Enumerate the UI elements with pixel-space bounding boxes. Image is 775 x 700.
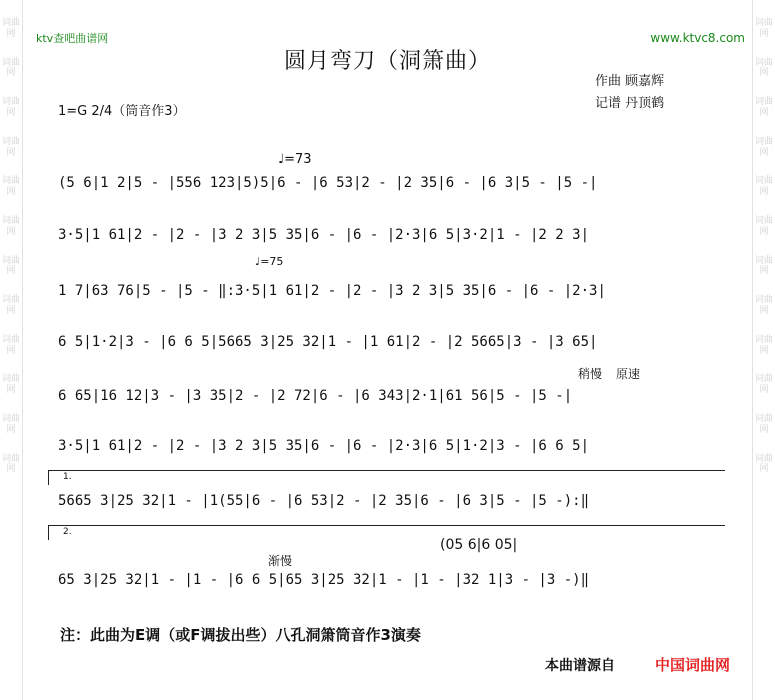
score-row-1: (5 6|1 2|5 - |556 123|5)5|6 - |6 53|2 - |2 35|6 - |6 3|5 - |5 -| (58, 175, 598, 191)
side-watermark-text: 词曲网 (754, 374, 773, 396)
side-watermark-text: 词曲网 (754, 255, 773, 277)
score-row-3: 1 7|63 76|5 - |5 - ‖:3·5|1 61|2 - |2 - |3 2 3|5 35|6 - |6 - |2·3| (58, 283, 606, 299)
side-watermark-text: 词曲网 (754, 97, 773, 118)
source-brand: 中国词曲网 (655, 656, 731, 674)
right-watermark-column (752, 0, 775, 700)
key-signature: 1=G 2/4（筒音作3） (58, 104, 186, 119)
composer-credit: 作曲 顾嘉辉 (595, 74, 665, 89)
side-watermark-text: 词曲网 (1, 255, 20, 277)
volta-label: 1. (63, 472, 72, 482)
side-watermark-text: 词曲网 (1, 176, 20, 198)
side-watermark-text: 词曲网 (754, 413, 773, 435)
first-ending-bracket (48, 470, 725, 485)
side-watermark-text: 词曲网 (754, 176, 773, 198)
side-watermark-text: 词曲网 (1, 334, 20, 356)
site-watermark-left: ktv查吧曲谱网 (36, 32, 109, 45)
left-watermark-column (0, 0, 23, 700)
tempo-marking: ♩=73 (278, 152, 312, 167)
score-title: 圆月弯刀（洞箫曲） (283, 49, 491, 74)
side-watermark-text: 词曲网 (1, 215, 20, 237)
transcriber-credit: 记谱 丹顶鹤 (595, 96, 665, 111)
lead-in-phrase: (05 6|6 05| (440, 537, 518, 553)
side-watermark-text: 词曲网 (754, 57, 773, 79)
expression-marking: 渐慢 (268, 554, 293, 568)
side-watermark-text: 词曲网 (754, 215, 773, 237)
score-row-7: 5665 3|25 32|1 - |1(55|6 - |6 53|2 - |2 35|6 - |6 3|5 - |5 -):‖ (58, 493, 590, 509)
source-label: 本曲谱源自 (545, 658, 615, 674)
score-row-4: 6 5|1·2|3 - |6 6 5|5665 3|25 32|1 - |1 61|2 - |2 5665|3 - |3 65| (58, 334, 598, 350)
side-watermark-text: 词曲网 (754, 334, 773, 356)
side-watermark-text: 词曲网 (754, 18, 773, 39)
score-row-6: 3·5|1 61|2 - |2 - |3 2 3|5 35|6 - |6 - |2·3|6 5|1·2|3 - |6 6 5| (58, 438, 590, 454)
side-watermark-text: 词曲网 (754, 136, 773, 158)
second-ending-bracket (48, 525, 725, 540)
score-row-8: 65 3|25 32|1 - |1 - |6 6 5|65 3|25 32|1 - |1 - |32 1|3 - |3 -)‖ (58, 572, 590, 588)
side-watermark-text: 词曲网 (1, 295, 20, 316)
side-watermark-text: 词曲网 (1, 97, 20, 118)
side-watermark-text: 词曲网 (1, 136, 20, 158)
side-watermark-text: 词曲网 (754, 295, 773, 316)
side-watermark-text: 词曲网 (754, 453, 773, 475)
expression-marking: 稍慢 (578, 367, 603, 381)
performance-note: 注：此曲为E调（或F调拔出些）八孔洞箫筒音作3演奏 (60, 626, 421, 644)
score-row-2: 3·5|1 61|2 - |2 - |3 2 3|5 35|6 - |6 - |2·3|6 5|3·2|1 - |2 2 3| (58, 227, 590, 243)
score-row-5: 6 65|16 12|3 - |3 35|2 - |2 72|6 - |6 343|2·1|61 56|5 - |5 -| (58, 388, 573, 404)
side-watermark-text: 词曲网 (1, 413, 20, 435)
expression-marking: 原速 (616, 367, 641, 381)
tempo-marking: ♩=75 (255, 255, 284, 268)
side-watermark-text: 词曲网 (1, 453, 20, 475)
side-watermark-text: 词曲网 (1, 18, 20, 39)
side-watermark-text: 词曲网 (1, 374, 20, 396)
site-watermark-right: www.ktvc8.com (650, 31, 745, 45)
side-watermark-text: 词曲网 (1, 57, 20, 79)
volta-label: 2. (63, 527, 72, 537)
